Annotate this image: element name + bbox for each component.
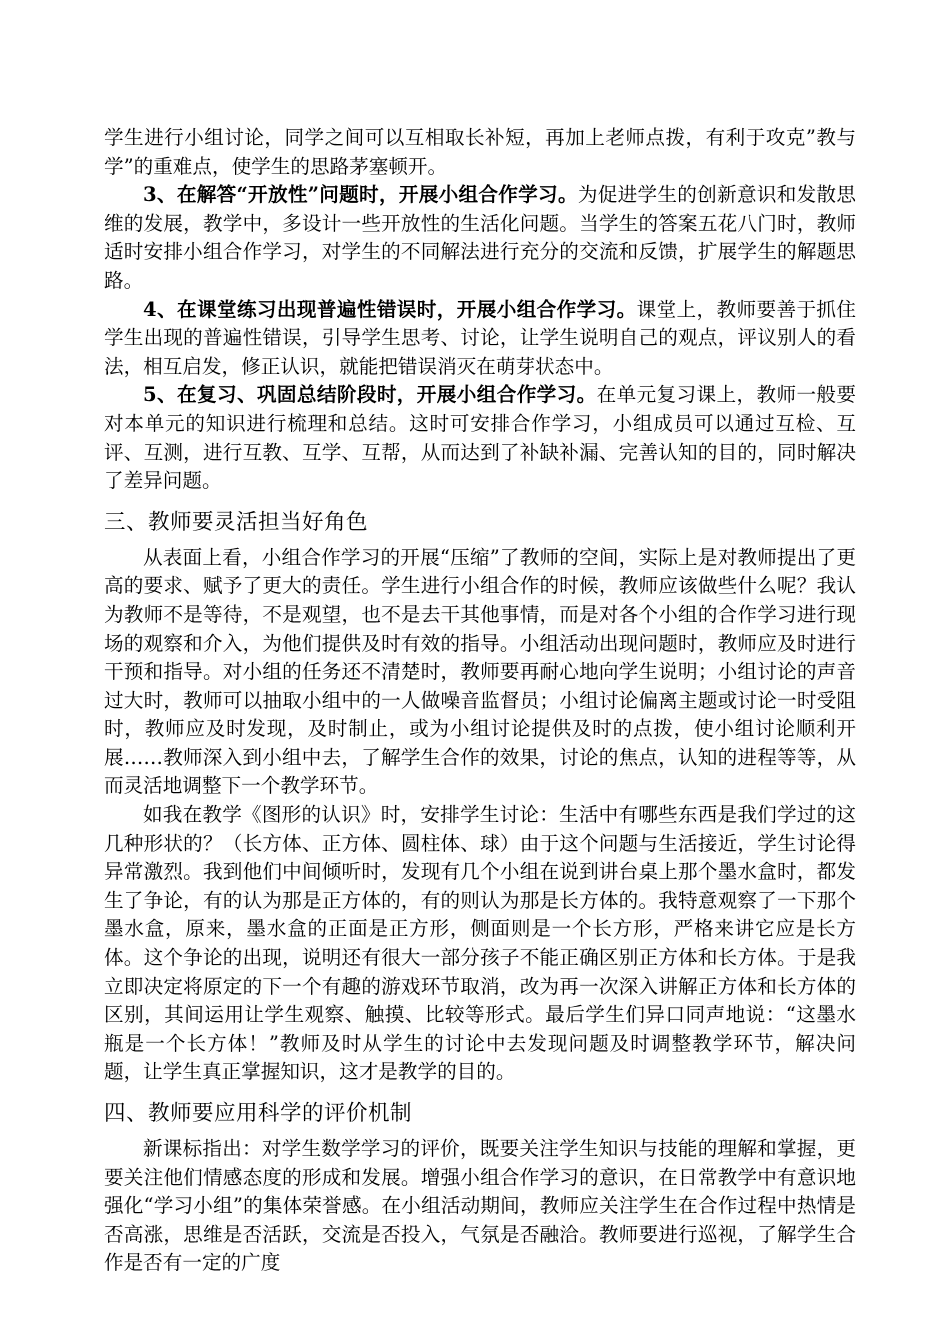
section-4-heading: 四、教师要应用科学的评价机制 xyxy=(104,1101,413,1126)
list-item-5 xyxy=(104,381,856,495)
list-item-4-body: 课堂上，教师要善于抓住学生出现的普遍性错误，引导学生思考、讨论，让学生说明自己的观点，评议别人的看法，相互启发，修正认识，就能把错误消灭在萌芽状态中。 xyxy=(104,297,857,378)
section-4-paragraph-1: 新课标指出：对学生数学学习的评价，既要关注学生知识与技能的理解和掌握，更要关注他们情感态度的形成和发展。增强小组合作学习的意识，在日常教学中有意识地强化“学习小组”的集体荣誉感。在小组活动期间，教师应关注学生在合作过程中热情是否高涨，思维是否活跃，交流是否投入，气氛是否融洽。教师要进行巡视，了解学生合作是否有一定的广度 xyxy=(104,1137,856,1275)
section-3-paragraph-2: 如我在教学《图形的认识》时，安排学生讨论：生活中有哪些东西是我们学过的这几种形状的？（长方体、正方体、圆柱体、球）由于这个问题与生活接近，学生讨论得异常激烈。我到他们中间倾听时，发现有几个小组在说到讲台桌上那个墨水盒时，都发生了争论，有的认为那是正方体的，有的则认为那是长方体的。我特意观察了一下那个墨水盒，原来，墨水盒的正面是正方形，侧面则是一个长方形，严格来讲它应是长方体。这个争论的出现，说明还有很大一部分孩子不能正确区别正方体和长方体。于是我立即决定将原定的下一个有趣的游戏环节取消，改为再一次深入讲解正方体和长方体的区别，其间运用让学生观察、触摸、比较等形式。最后学生们异口同声地说：“这墨水瓶是一个长方体！”教师及时从学生的讨论中去发现问题及时调整教学环节，解决问题，让学生真正掌握知识，这才是教学的目的。 xyxy=(104,803,856,1084)
section-3-paragraph-1: 从表面上看，小组合作学习的开展“压缩”了教师的空间，实际上是对教师提出了更高的要求、赋予了更大的责任。学生进行小组合作的时候，教师应该做些什么呢？我认为教师不是等待，不是观望，也不是去干其他事情，而是对各个小组的合作学习进行现场的观察和介入，为他们提供及时有效的指导。小组活动出现问题时，教师应及时进行干预和指导。对小组的任务还不清楚时，教师要再耐心地向学生说明；小组讨论的声音过大时，教师可以抽取小组中的一人做噪音监督员；小组讨论偏离主题或讨论一时受阻时，教师应及时发现，及时制止，或为小组讨论提供及时的点拨，使小组讨论顺利开展……教师深入到小组中去，了解学生合作的效果，讨论的焦点，认知的进程等等，从而灵活地调整下一个教学环节。 xyxy=(104,545,856,798)
paragraph-continuation: 学生进行小组讨论，同学之间可以互相取长补短，再加上老师点拨，有利于攻克”教与学”的重难点，使学生的思路茅塞顿开。 xyxy=(104,126,856,178)
list-item-4-heading: 4、在课堂练习出现普遍性错误时，开展小组合作学习。 xyxy=(143,297,637,321)
list-item-5-body: 在单元复习课上，教师一般要对本单元的知识进行梳理和总结。这时可安排合作学习，小组成员可以通过互检、互评、互测，进行互教、互学、互帮，从而达到了补缺补漏、完善认知的目的，同时解决了差异问题。 xyxy=(104,383,856,493)
list-item-5-heading: 5、在复习、巩固总结阶段时，开展小组合作学习。 xyxy=(143,383,597,407)
document-body xyxy=(104,124,856,1278)
list-item-4 xyxy=(104,296,856,382)
list-item-3-body: 为促进学生的创新意识和发散思维的发展，教学中，多设计一些开放性的生活化问题。当学生的答案五花八门时，教师适时安排小组合作学习，对学生的不同解法进行充分的交流和反馈，扩展学生的解题思路。 xyxy=(104,183,856,292)
list-item-3 xyxy=(104,181,856,295)
list-item-3-heading: 3、在解答“开放性”问题时，开展小组合作学习。 xyxy=(143,183,578,207)
section-3-heading: 三、教师要灵活担当好角色 xyxy=(104,509,369,535)
